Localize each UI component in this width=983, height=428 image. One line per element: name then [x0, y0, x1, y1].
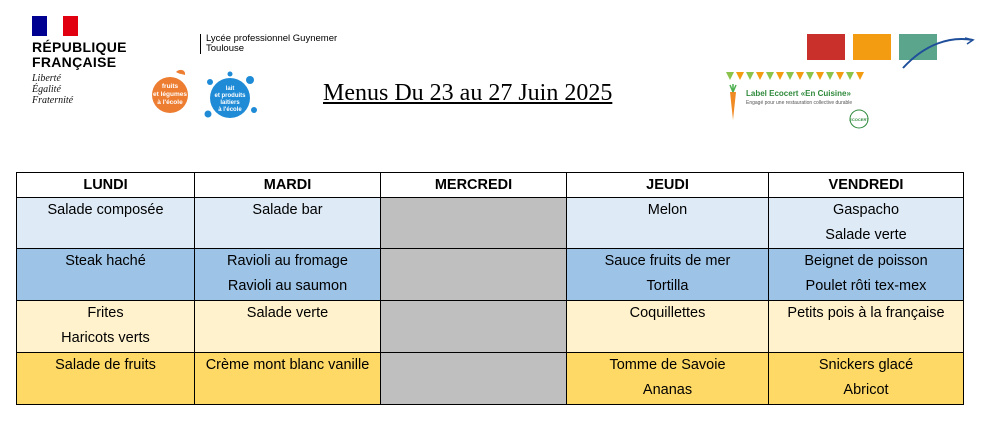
- menu-item: Salade bar: [252, 202, 323, 218]
- republique-francaise-logo: [32, 16, 127, 106]
- fruits-legumes-logo: [146, 68, 194, 114]
- day-header-row: [17, 173, 964, 198]
- menu-item: Crème mont blanc vanille: [205, 357, 370, 373]
- menu-item: Frites: [87, 305, 124, 321]
- menu-cell: [17, 301, 195, 353]
- menu-cell: [195, 198, 381, 249]
- day-header-jeudi: JEUDI: [567, 173, 769, 198]
- menu-item: Haricots verts: [61, 330, 150, 346]
- menu-item: Melon: [647, 202, 688, 218]
- menu-item: Tortilla: [646, 278, 689, 294]
- menu-cell: [195, 301, 381, 353]
- menu-cell-closed: [381, 353, 567, 405]
- menu-table: [16, 172, 964, 405]
- day-header-mercredi: MERCREDI: [381, 173, 567, 198]
- menu-item: Poulet rôti tex-mex: [805, 278, 927, 294]
- ecocert-title: Label Ecocert «En Cuisine»: [746, 89, 851, 98]
- menu-cell: [195, 249, 381, 301]
- colored-squares-logo: [805, 32, 975, 72]
- menu-item: Sauce fruits de mer: [604, 253, 731, 269]
- menu-cell: [195, 353, 381, 405]
- svg-text:à l'école: à l'école: [218, 107, 242, 113]
- svg-text:laitiers: laitiers: [220, 100, 240, 106]
- svg-text:ECOCERT: ECOCERT: [849, 117, 869, 122]
- menu-cell: [769, 249, 964, 301]
- menu-cell: [567, 249, 769, 301]
- svg-text:et produits: et produits: [214, 93, 246, 99]
- menu-row-accompagnement: [17, 301, 964, 353]
- menu-cell-closed: [381, 249, 567, 301]
- day-header-mardi: MARDI: [195, 173, 381, 198]
- svg-text:lait: lait: [225, 86, 235, 92]
- menu-item: Coquillettes: [629, 305, 706, 321]
- menu-cell: [769, 353, 964, 405]
- menu-cell: [567, 198, 769, 249]
- menu-item: Ravioli au saumon: [227, 278, 348, 294]
- menu-cell: [567, 353, 769, 405]
- menu-row-plat: [17, 249, 964, 301]
- day-header-vendredi: VENDREDI: [769, 173, 964, 198]
- svg-text:et légumes: et légumes: [153, 91, 187, 98]
- menu-item: Gaspacho: [832, 202, 900, 218]
- menu-item: Petits pois à la française: [787, 305, 945, 321]
- menu-cell-closed: [381, 301, 567, 353]
- menu-item: Beignet de poisson: [804, 253, 928, 269]
- menu-row-entree: [17, 198, 964, 249]
- menu-item: Abricot: [843, 382, 889, 398]
- carrot-icon: [730, 84, 736, 120]
- menu-item: Ravioli au fromage: [227, 253, 348, 269]
- menu-item: Salade verte: [246, 305, 329, 321]
- menu-item: Snickers glacé: [818, 357, 914, 373]
- marianne-flag-icon: [32, 16, 78, 36]
- lait-produits-laitiers-logo: [200, 70, 260, 124]
- svg-text:à l'école: à l'école: [157, 99, 183, 106]
- menu-item: Salade de fruits: [55, 357, 156, 373]
- menu-item: Ananas: [642, 382, 693, 398]
- page-title: Menus Du 23 au 27 Juin 2025: [323, 80, 613, 106]
- menu-cell: [769, 301, 964, 353]
- menu-cell: [17, 198, 195, 249]
- republique-name: RÉPUBLIQUE FRANÇAISE: [32, 39, 127, 70]
- svg-text:fruits: fruits: [161, 83, 179, 90]
- bunting-icon: [726, 72, 864, 80]
- menu-item: Steak haché: [65, 253, 146, 269]
- menu-item: Salade verte: [825, 227, 907, 243]
- menu-cell-closed: [381, 198, 567, 249]
- republique-motto: Liberté Égalité Fraternité: [32, 73, 74, 106]
- menu-item: Salade composée: [47, 202, 164, 218]
- menu-item: Tomme de Savoie: [609, 357, 726, 373]
- ecocert-subtitle: Engagé pour une restauration collective durable: [746, 100, 853, 106]
- menu-cell: [567, 301, 769, 353]
- menu-cell: [769, 198, 964, 249]
- school-name: Lycée professionnel Guynemer Toulouse: [200, 34, 337, 54]
- day-header-lundi: LUNDI: [17, 173, 195, 198]
- menu-row-dessert: [17, 353, 964, 405]
- menu-cell: [17, 353, 195, 405]
- menu-cell: [17, 249, 195, 301]
